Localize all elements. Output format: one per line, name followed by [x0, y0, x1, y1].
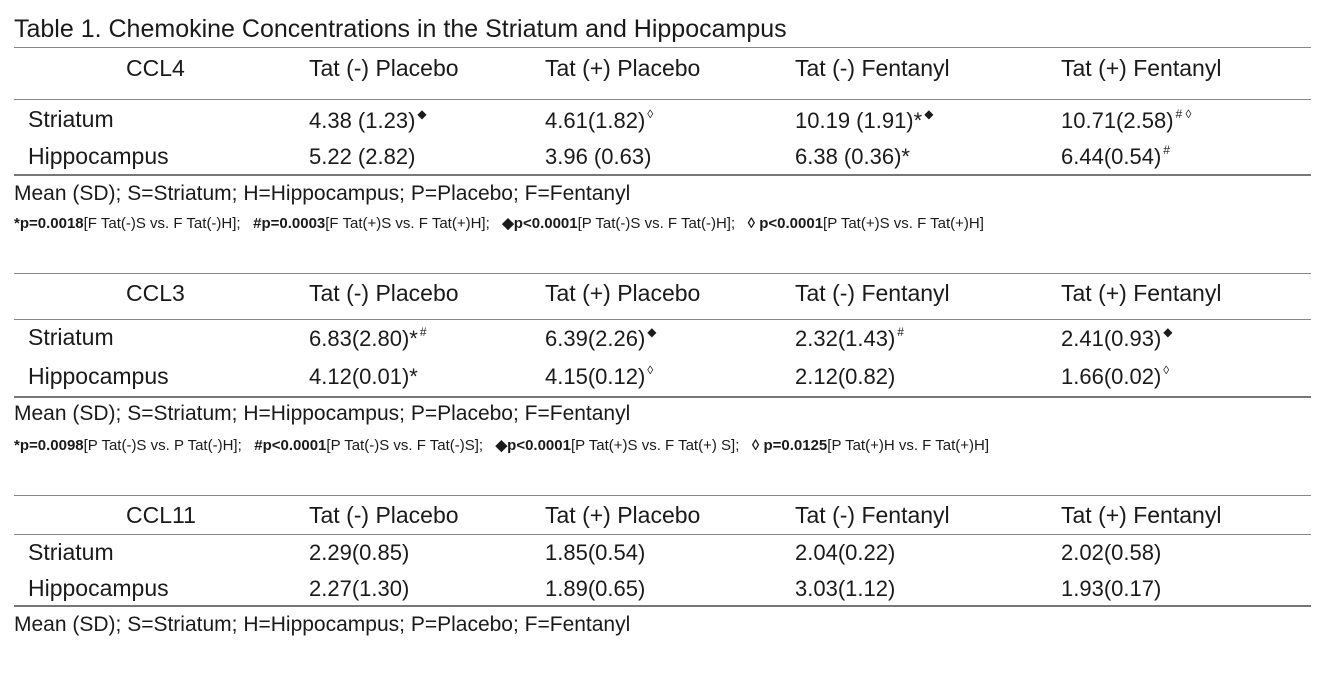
- table-cell: 6.39(2.26) ◆: [545, 325, 657, 351]
- table-cell: 1.85(0.54): [545, 540, 646, 565]
- row-label-hippocampus: Hippocampus: [28, 575, 169, 601]
- section-header: CCL11: [126, 502, 196, 528]
- column-header: Tat (+) Placebo: [545, 502, 701, 528]
- significance-mark: ◊: [647, 107, 654, 121]
- top-rule: [14, 47, 1311, 48]
- column-header: Tat (-) Fentanyl: [795, 502, 950, 528]
- column-header: Tat (-) Fentanyl: [795, 280, 950, 306]
- column-header: Tat (-) Placebo: [309, 280, 459, 306]
- table-cell: 2.02(0.58): [1061, 540, 1162, 565]
- header-rule: [14, 99, 1311, 100]
- table-title: Table 1. Chemokine Concentrations in the Striatum and Hippocampus: [14, 15, 787, 43]
- column-header: Tat (+) Fentanyl: [1061, 55, 1222, 81]
- table-cell: 3.96 (0.63): [545, 144, 652, 169]
- bottom-rule: [14, 605, 1311, 607]
- top-rule: [14, 273, 1311, 274]
- significance-mark: # ◊: [1175, 107, 1192, 121]
- table-cell: 3.03(1.12): [795, 576, 896, 601]
- table-cell: 2.32(1.43) #: [795, 325, 904, 351]
- table-cell: 1.89(0.65): [545, 576, 646, 601]
- table-cell: 2.12(0.82): [795, 364, 896, 389]
- significance-mark: #: [897, 325, 904, 339]
- table-note: Mean (SD); S=Striatum; H=Hippocampus; P=Placebo; F=Fentanyl: [14, 613, 631, 636]
- column-header: Tat (+) Placebo: [545, 280, 701, 306]
- table-cell: 2.27(1.30): [309, 576, 410, 601]
- table-cell: 6.38 (0.36)*: [795, 144, 910, 169]
- significance-mark: #: [1163, 143, 1170, 157]
- table-cell: 4.12(0.01)*: [309, 364, 418, 389]
- header-rule: [14, 534, 1311, 535]
- bottom-rule: [14, 174, 1311, 176]
- column-header: Tat (+) Placebo: [545, 55, 701, 81]
- bottom-rule: [14, 396, 1311, 398]
- column-header: Tat (-) Placebo: [309, 502, 459, 528]
- table-cell: 10.19 (1.91)* ◆: [795, 107, 934, 133]
- table-note: Mean (SD); S=Striatum; H=Hippocampus; P=Placebo; F=Fentanyl: [14, 402, 631, 425]
- table-cell: 6.83(2.80)* #: [309, 325, 427, 351]
- table-cell: 6.44(0.54) #: [1061, 143, 1170, 169]
- row-label-striatum: Striatum: [28, 324, 114, 350]
- header-rule: [14, 319, 1311, 320]
- column-header: Tat (-) Placebo: [309, 55, 459, 81]
- significance-mark: ◊: [1163, 363, 1170, 377]
- row-label-striatum: Striatum: [28, 106, 114, 132]
- table-cell: 2.41(0.93) ◆: [1061, 325, 1173, 351]
- table-cell: 2.29(0.85): [309, 540, 410, 565]
- top-rule: [14, 495, 1311, 496]
- stats-footnote: *p=0.0098[P Tat(-)S vs. P Tat(-)H]; #p<0.0001[P Tat(-)S vs. F Tat(-)S]; ◆p<0.0001[P Tat(+)S vs. F Tat(+) S]; ◊ p=0.0125[P Tat(+)H vs. F Tat(+)H]: [14, 437, 989, 454]
- significance-mark: ◆: [1163, 325, 1173, 339]
- row-label-hippocampus: Hippocampus: [28, 143, 169, 169]
- column-header: Tat (+) Fentanyl: [1061, 502, 1222, 528]
- column-header: Tat (-) Fentanyl: [795, 55, 950, 81]
- row-label-hippocampus: Hippocampus: [28, 363, 169, 389]
- significance-mark: #: [419, 325, 427, 339]
- row-label-striatum: Striatum: [28, 539, 114, 565]
- significance-mark: ◆: [924, 107, 934, 121]
- significance-mark: ◆: [417, 107, 427, 121]
- table-cell: 10.71(2.58) # ◊: [1061, 107, 1192, 133]
- table-cell: 1.93(0.17): [1061, 576, 1162, 601]
- table-cell: 4.15(0.12) ◊: [545, 363, 654, 389]
- column-header: Tat (+) Fentanyl: [1061, 280, 1222, 306]
- significance-mark: ◆: [647, 325, 657, 339]
- section-header: CCL4: [126, 55, 185, 81]
- table-note: Mean (SD); S=Striatum; H=Hippocampus; P=Placebo; F=Fentanyl: [14, 182, 631, 205]
- table-cell: 4.38 (1.23) ◆: [309, 107, 427, 133]
- table-cell: 1.66(0.02) ◊: [1061, 363, 1170, 389]
- section-header: CCL3: [126, 280, 185, 306]
- table-cell: 4.61(1.82) ◊: [545, 107, 654, 133]
- stats-footnote: *p=0.0018[F Tat(-)S vs. F Tat(-)H]; #p=0.0003[F Tat(+)S vs. F Tat(+)H]; ◆p<0.0001[P Tat(-)S vs. F Tat(-)H]; ◊ p<0.0001[P Tat(+)S vs. F Tat(+)H]: [14, 215, 984, 232]
- table-cell: 5.22 (2.82): [309, 144, 416, 169]
- table-cell: 2.04(0.22): [795, 540, 896, 565]
- significance-mark: ◊: [647, 363, 654, 377]
